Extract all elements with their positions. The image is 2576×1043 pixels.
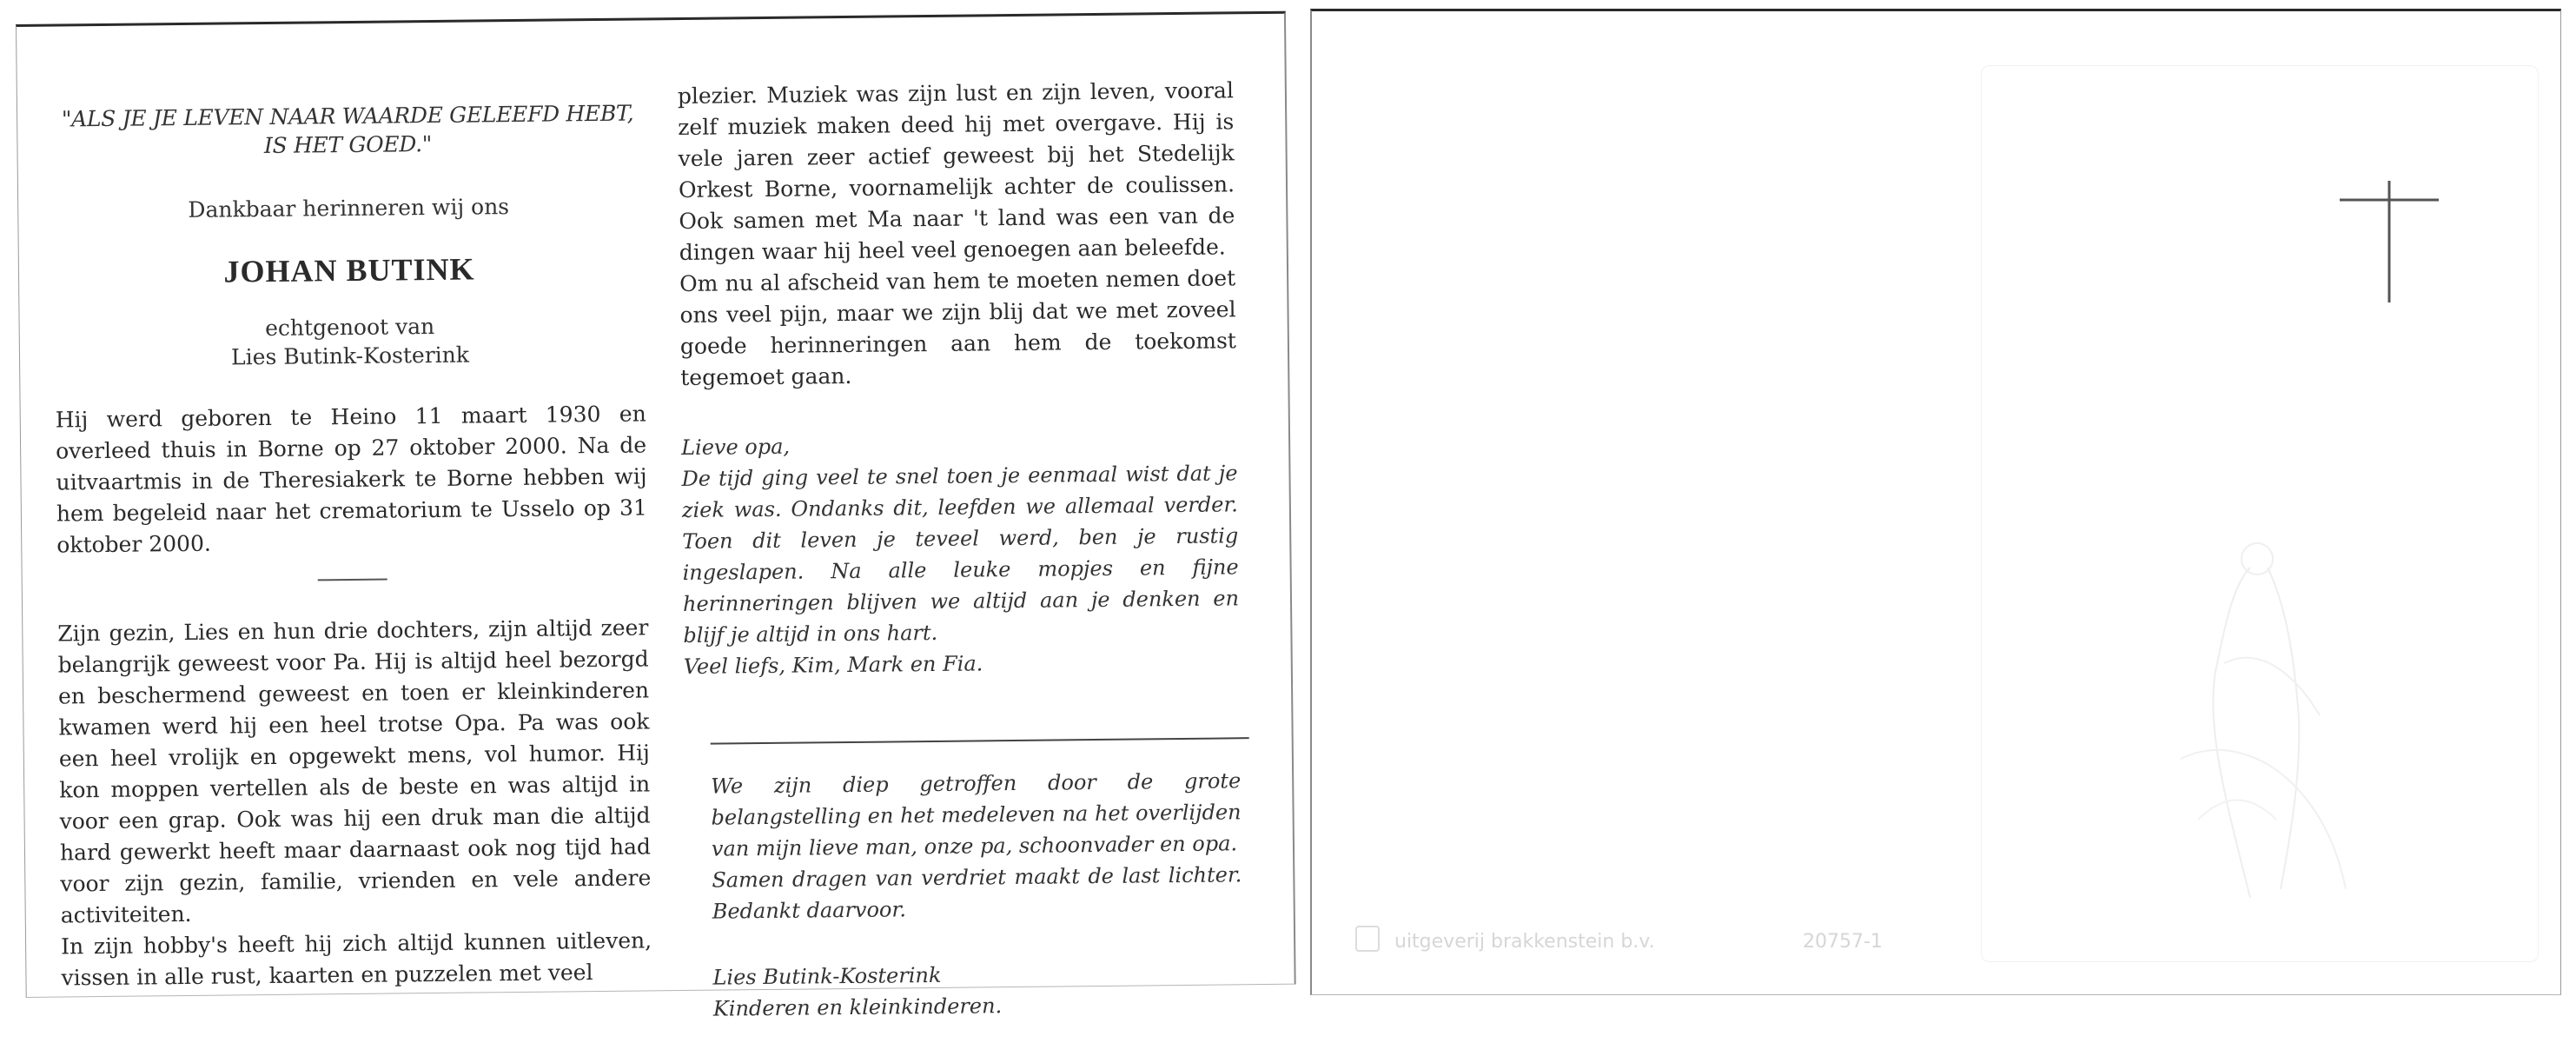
signature-line-1: Lies Butink-Kosterink xyxy=(712,962,942,990)
print-number: 20757-1 xyxy=(1803,931,1883,953)
praying-figure-artwork xyxy=(2120,533,2381,907)
biography-paragraph-2-continued: plezier. Muziek was zijn lust en zijn leven, vooral zelf muziek maken deed hij met overgave. Hij is vele jaren zeer actief geweest bij het Stedelijk Orkest Borne, voornamelijk achter de coulissen. Ook samen met Ma naar 't land was een van de dingen waar hij heel veel genoegen aan beleefde. xyxy=(677,77,1235,266)
verse-body: De tijd ging veel te snel toen je eenmaal wist dat je ziek was. Ondanks dit, leefden we allemaal verder. Toen dit leven je teveel werd, ben je rustig ingeslapen. Na alle leuke mopjes en fijne herinneringen blijven we altijd aan je denken en blijf je altijd in ons hart. xyxy=(681,461,1240,648)
long-divider xyxy=(711,737,1249,744)
quote-line-1: "ALS JE JE LEVEN NAAR WAARDE GELEEFD HEBT, xyxy=(61,100,634,132)
left-column xyxy=(52,98,652,993)
verse-signoff: Veel liefs, Kim, Mark en Fia. xyxy=(683,651,983,679)
grandchildren-message xyxy=(681,426,1240,682)
spouse-line-2: Lies Butink-Kosterink xyxy=(230,342,470,370)
publisher-name: uitgeverij brakkenstein b.v. xyxy=(1394,931,1655,953)
spouse-line-1: echtgenoot van xyxy=(264,313,435,342)
opening-quote xyxy=(52,98,644,162)
quote-line-2: IS HET GOED." xyxy=(263,130,433,159)
right-column xyxy=(678,75,1243,1025)
short-divider xyxy=(318,579,387,581)
lead-text: Dankbaar herinneren wij ons xyxy=(188,194,510,223)
publisher-logo-icon xyxy=(1355,926,1380,952)
biography-paragraph-3: Om nu al afscheid van hem te moeten nemen doet ons veel pijn, maar we zijn blij dat we met zoveel goede herinneringen aan hem de toekomst tegemoet gaan. xyxy=(679,265,1237,391)
biography-paragraph-2: In zijn hobby's heeft hij zich altijd kunnen uitleven, vissen in alle rust, kaarten en puzzelen met veel xyxy=(60,927,652,991)
thanks-paragraph-2: Samen dragen van verdriet maakt de last lichter. Bedankt daarvoor. xyxy=(712,862,1242,924)
family-signature xyxy=(712,956,1243,1024)
cover-card xyxy=(1310,9,2561,995)
spouse-info xyxy=(55,309,646,373)
cross-icon xyxy=(2333,181,2446,302)
thanks-message xyxy=(711,765,1242,927)
biography-paragraph-1: Zijn gezin, Lies en hun drie dochters, zijn altijd zeer belangrijk geweest voor Pa. Hij is altijd heel bezorgd en beschermend geweest en toen er kleinkinderen kwamen werd hij een heel trotse Opa. Pa was ook een heel vrolijk en opgewekt mens, vol humor. Hij kon moppen vertellen als de beste en was altijd in voor een grap. Ook was hij een druk man die altijd hard gewerkt heeft maar daarnaast ook nog tijd had voor zijn gezin, familie, vrienden en vele andere activiteiten. xyxy=(57,615,652,928)
inside-card-spread xyxy=(16,11,1296,1021)
life-dates-paragraph: Hij werd geboren te Heino 11 maart 1930 en overleed thuis in Borne op 27 oktober 2000. Na de uitvaartmis in de Theresiakerk te Borne hebben wij hem begeleid naar het crematorium te Usselo op 31 oktober 2000. xyxy=(55,401,648,558)
signature-line-2: Kinderen en kleinkinderen. xyxy=(712,993,1003,1021)
verse-greeting: Lieve opa, xyxy=(680,434,791,461)
thanks-paragraph-1: We zijn diep getroffen door de grote belangstelling en het medeleven na het overlijden van mijn lieve man, onze pa, schoonvader en opa. xyxy=(711,768,1242,861)
deceased-name: JOHAN BUTINK xyxy=(223,251,475,289)
